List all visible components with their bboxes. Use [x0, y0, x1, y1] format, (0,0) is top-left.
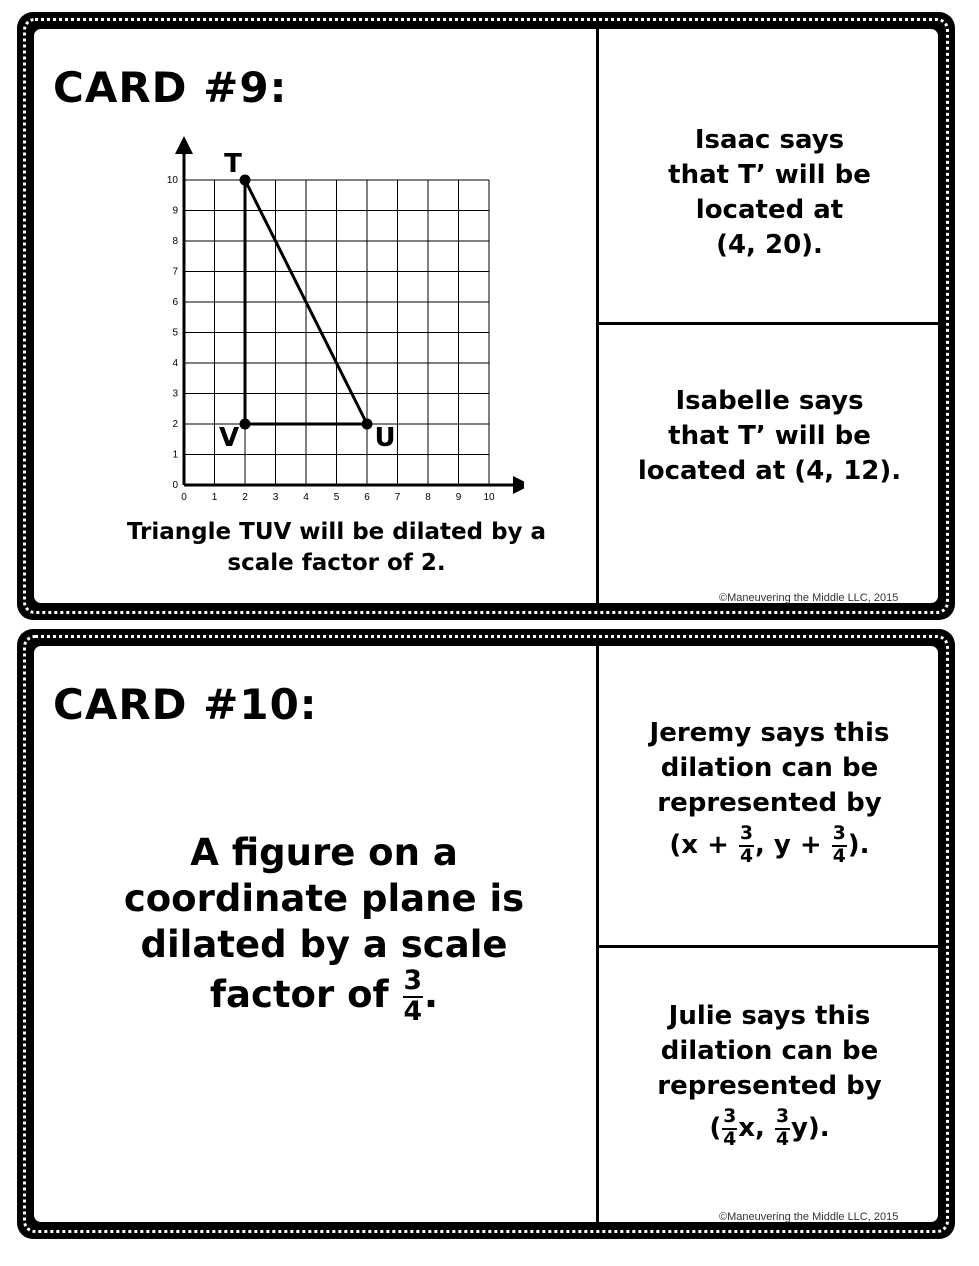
card-10 — [17, 629, 955, 1239]
statement-julie — [599, 999, 940, 1149]
vertex-label: T — [224, 149, 242, 179]
statement-line: (4, 20). — [716, 230, 823, 260]
statement-line: dilation can be — [660, 1036, 879, 1066]
x-tick-label: 0 — [181, 492, 187, 503]
x-axis-arrow — [513, 476, 524, 494]
vertex-point — [240, 419, 251, 430]
statement-expression — [599, 825, 940, 866]
y-tick-label: 5 — [172, 327, 178, 339]
x-tick-label: 9 — [455, 492, 462, 503]
y-tick-label: 9 — [172, 205, 178, 217]
caption-line-2: scale factor of 2. — [227, 550, 446, 576]
statement-isabelle — [599, 384, 940, 489]
y-tick-label: 2 — [172, 419, 178, 430]
card-9-body — [31, 26, 941, 606]
statement-isaac — [599, 123, 940, 263]
statement-line: dilation can be — [660, 753, 879, 783]
fraction-numerator: 3 — [832, 825, 847, 847]
x-tick-label: 4 — [303, 492, 309, 503]
coordinate-graph — [134, 135, 524, 515]
fraction-denominator: 4 — [723, 1128, 737, 1150]
y-tick-label: 8 — [172, 236, 178, 247]
expression-text: x, — [738, 1113, 765, 1144]
y-tick-label: 10 — [166, 175, 178, 186]
expression-text: ( — [709, 1113, 722, 1144]
fraction — [722, 1108, 737, 1149]
column-divider — [596, 29, 599, 603]
row-divider — [596, 322, 938, 325]
prompt-text: . — [424, 973, 439, 1017]
y-tick-label: 3 — [172, 388, 178, 400]
graph-caption — [74, 517, 599, 579]
fraction-denominator: 4 — [403, 995, 423, 1027]
expression-text: ). — [847, 830, 870, 861]
prompt-line: A figure on a — [190, 831, 458, 874]
expression-text: , y + — [755, 830, 822, 861]
vertex-point — [362, 419, 373, 430]
card-10-body — [31, 643, 941, 1225]
y-tick-label: 6 — [172, 297, 178, 308]
prompt-text: factor of — [209, 973, 389, 1017]
x-tick-label: 3 — [272, 492, 279, 503]
fraction — [403, 965, 424, 1027]
statement-line: that T’ will be — [668, 160, 871, 190]
statement-line: Jeremy says this — [649, 718, 890, 748]
fraction-numerator: 3 — [722, 1108, 737, 1130]
prompt-line: coordinate plane is — [123, 877, 525, 920]
card-title: CARD #9: — [53, 63, 288, 112]
vertex-label: V — [218, 423, 240, 453]
statement-line: Julie says this — [668, 1001, 871, 1031]
fraction-denominator: 4 — [832, 845, 846, 867]
expression-text: (x + — [669, 830, 729, 861]
x-tick-label: 2 — [242, 492, 248, 503]
fraction-numerator: 3 — [775, 1108, 790, 1130]
copyright: ©Maneuvering the Middle LLC, 2015 — [719, 592, 899, 604]
statement-line: located at — [695, 195, 844, 225]
prompt-line: dilated by a scale — [140, 923, 508, 966]
statement-line: Isabelle says — [675, 386, 864, 416]
x-tick-label: 10 — [483, 492, 495, 503]
vertex-label: U — [374, 423, 396, 453]
statement-line: represented by — [657, 1071, 882, 1101]
x-tick-label: 6 — [364, 492, 370, 503]
card-title: CARD #10: — [53, 680, 318, 729]
y-tick-label: 1 — [172, 449, 178, 461]
y-tick-label: 7 — [172, 266, 178, 278]
fraction — [739, 825, 754, 866]
fraction-denominator: 4 — [775, 1128, 789, 1150]
expression-text: y). — [790, 1113, 830, 1144]
statement-expression — [599, 1108, 940, 1149]
row-divider — [596, 945, 938, 948]
fraction-denominator: 4 — [739, 845, 753, 867]
card-10-prompt — [54, 830, 594, 1025]
card-9 — [17, 12, 955, 620]
fraction-numerator: 3 — [403, 965, 423, 996]
x-tick-label: 5 — [333, 492, 340, 503]
statement-jeremy — [599, 716, 940, 866]
y-axis-arrow — [175, 136, 193, 154]
caption-line-1: Triangle TUV will be dilated by a — [126, 519, 547, 545]
y-tick-label: 4 — [172, 358, 178, 369]
prompt-line — [54, 965, 594, 1027]
y-tick-label: 0 — [172, 480, 178, 491]
statement-line: located at (4, 12). — [637, 456, 902, 486]
fraction — [832, 825, 847, 866]
statement-line: represented by — [657, 788, 882, 818]
x-tick-label: 7 — [394, 492, 401, 503]
copyright: ©Maneuvering the Middle LLC, 2015 — [719, 1211, 899, 1223]
x-tick-label: 8 — [425, 492, 431, 503]
x-tick-label: 1 — [211, 492, 218, 503]
fraction — [775, 1108, 790, 1149]
fraction-numerator: 3 — [739, 825, 754, 847]
statement-line: Isaac says — [694, 125, 845, 155]
statement-line: that T’ will be — [668, 421, 871, 451]
